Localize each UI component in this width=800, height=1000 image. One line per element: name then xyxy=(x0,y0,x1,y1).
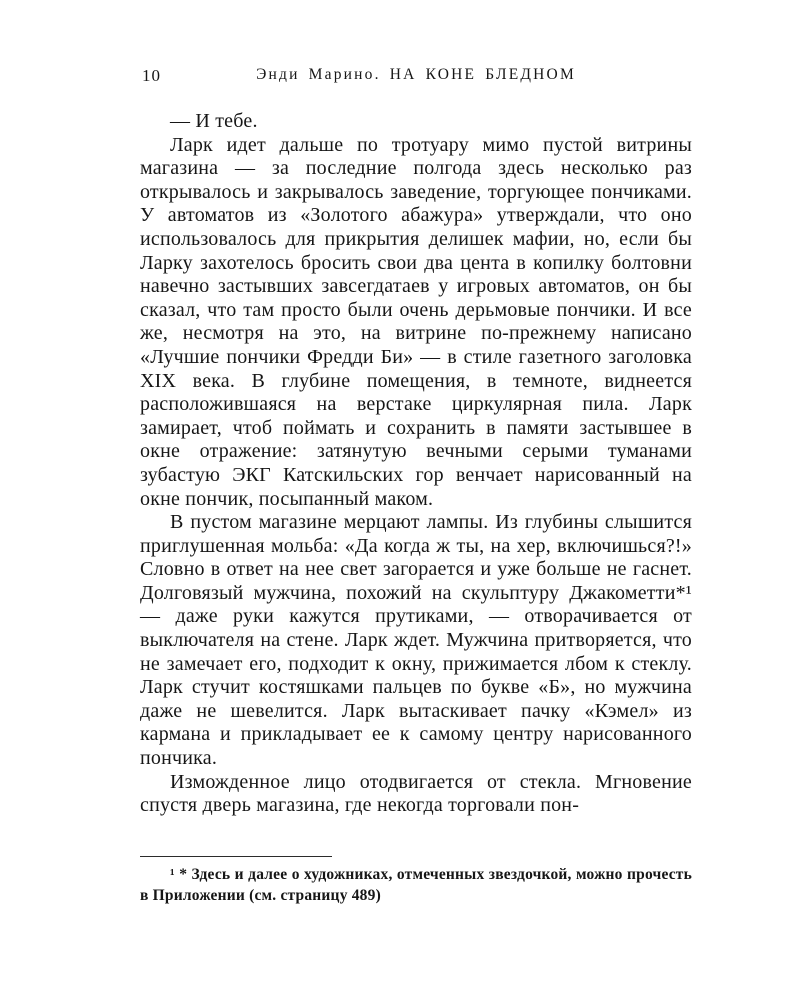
paragraph: В пустом магазине мерцают лампы. Из глубины слышится приглушенная мольба: «Да когда ж ты, на хер, включишься?!» Словно в ответ на нее свет загорается и уже больше не гаснет. Долговязый мужчина, похожий на скульптуру Джакометти*¹ — даже руки кажутся прутиками, — отворачивается от выключателя на стене. Ларк ждет. Мужчина притворяется, что не замечает его, подходит к окну, прижимается лбом к стеклу. Ларк стучит костяшками пальцев по букве «Б», но мужчина даже не шевелится. Ларк вытаскивает пачку «Кэмел» из кармана и прикладывает ее к самому центру нарисованного пончика. xyxy=(140,511,692,770)
paragraph: Ларк идет дальше по тротуару мимо пустой витрины магазина — за последние полгода здесь несколько раз открывалось и закрывалось заведение, торгующее пончиками. У автоматов из «Золотого абажура» утверждали, что оно использовалось для прикрытия делишек мафии, но, если бы Ларку захотелось бросить свои два цента в копилку болтовни навечно застывших завсегдатаев у игровых автоматов, он бы сказал, что там просто были очень дерьмовые пончики. И все же, несмотря на это, на витрине по-прежнему написано «Лучшие пончики Фредди Би» — в стиле газетного заголовка XIX века. В глубине помещения, в темноте, виднеется расположившаяся на верстаке циркулярная пила. Ларк замирает, чтоб поймать и сохранить в памяти застывшее в окне отражение: затянутую вечными серыми туманами зубастую ЭКГ Катскильских гор венчает нарисованный на окне пончик, посыпанный маком. xyxy=(140,133,692,510)
body-text xyxy=(140,110,692,818)
footnote-block xyxy=(140,856,692,906)
page-number: 10 xyxy=(142,66,161,85)
page-header xyxy=(140,66,692,88)
paragraph: — И тебе. xyxy=(170,110,258,132)
paragraph: Изможденное лицо отодвигается от стекла. Мгновение спустя дверь магазина, где некогда торговали пон- xyxy=(140,770,692,817)
footnote-text: ¹ * Здесь и далее о художниках, отмеченных звездочкой, можно прочесть в Приложении (см. страницу 489) xyxy=(140,866,692,904)
running-title: Энди Марино. НА КОНЕ БЛЕДНОМ xyxy=(256,66,576,83)
footnote-divider xyxy=(140,856,332,857)
